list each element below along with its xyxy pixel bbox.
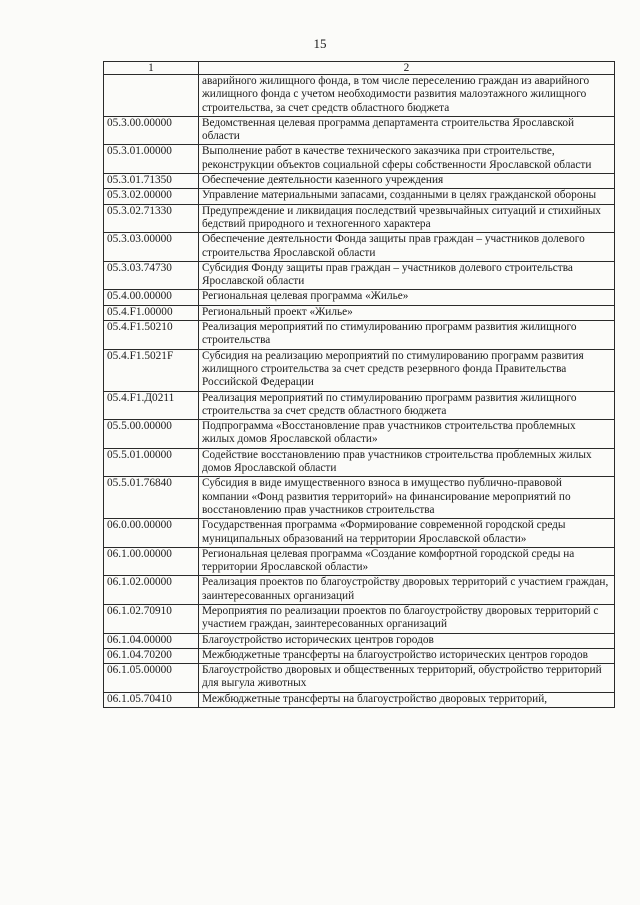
row-code — [104, 75, 199, 117]
row-code: 05.3.03.74730 — [104, 261, 199, 290]
row-code: 06.1.02.70910 — [104, 604, 199, 633]
row-code: 05.3.02.71330 — [104, 204, 199, 233]
table-row — [104, 633, 615, 648]
table-row — [104, 261, 615, 290]
row-description: Благоустройство исторических центров городов — [199, 633, 615, 648]
row-description: Субсидия в виде имущественного взноса в имущество публично-правовой компании «Фонд развития территорий» на финансирование мероприятий по восстановлению прав участников строительства — [199, 477, 615, 519]
row-description: Выполнение работ в качестве технического заказчика при строительстве, реконструкции объектов социальной сферы собственности Ярославской области — [199, 145, 615, 174]
row-description: Региональный проект «Жилье» — [199, 305, 615, 320]
table-row — [104, 290, 615, 305]
row-description: Ведомственная целевая программа департамента строительства Ярославской области — [199, 116, 615, 145]
row-code: 05.5.01.00000 — [104, 448, 199, 477]
row-code: 06.0.00.00000 — [104, 519, 199, 548]
table-row — [104, 116, 615, 145]
row-description: Межбюджетные трансферты на благоустройство дворовых территорий, — [199, 692, 615, 707]
classification-table — [103, 61, 615, 708]
row-description: Содействие восстановлению прав участников строительства проблемных жилых домов Ярославской области — [199, 448, 615, 477]
row-description: аварийного жилищного фонда, в том числе переселению граждан из аварийного жилищного фонда с учетом необходимости развития малоэтажного жилищного строительства, за счет средств областного бюджета — [199, 75, 615, 117]
row-code: 05.3.00.00000 — [104, 116, 199, 145]
table-row — [104, 349, 615, 391]
row-code: 05.4.F1.50210 — [104, 321, 199, 350]
row-code: 05.3.03.00000 — [104, 233, 199, 262]
table-row — [104, 692, 615, 707]
row-description: Благоустройство дворовых и общественных территорий, обустройство территорий для выгула животных — [199, 664, 615, 693]
table-row — [104, 648, 615, 663]
row-code: 06.1.05.70410 — [104, 692, 199, 707]
row-code: 06.1.00.00000 — [104, 547, 199, 576]
row-code: 05.3.01.00000 — [104, 145, 199, 174]
row-code: 05.3.01.71350 — [104, 174, 199, 189]
row-description: Обеспечение деятельности казенного учреждения — [199, 174, 615, 189]
row-code: 05.5.01.76840 — [104, 477, 199, 519]
row-code: 05.4.F1.Д0211 — [104, 391, 199, 420]
table-row — [104, 189, 615, 204]
table-header-row — [104, 62, 615, 75]
row-code: 05.3.02.00000 — [104, 189, 199, 204]
row-description: Управление материальными запасами, созданными в целях гражданской обороны — [199, 189, 615, 204]
row-code: 06.1.05.00000 — [104, 664, 199, 693]
row-description: Региональная целевая программа «Создание комфортной городской среды на территории Ярославской области» — [199, 547, 615, 576]
table-row — [104, 174, 615, 189]
table-row — [104, 391, 615, 420]
row-description: Реализация мероприятий по стимулированию программ развития жилищного строительства — [199, 321, 615, 350]
table-row — [104, 145, 615, 174]
table-row — [104, 664, 615, 693]
row-description: Субсидия Фонду защиты прав граждан – участников долевого строительства Ярославской области — [199, 261, 615, 290]
table-row — [104, 448, 615, 477]
row-description: Региональная целевая программа «Жилье» — [199, 290, 615, 305]
table-row — [104, 519, 615, 548]
row-description: Обеспечение деятельности Фонда защиты прав граждан – участников долевого строительства Ярославской области — [199, 233, 615, 262]
row-code: 06.1.04.70200 — [104, 648, 199, 663]
table-row — [104, 321, 615, 350]
table-row — [104, 233, 615, 262]
row-description: Реализация мероприятий по стимулированию программ развития жилищного строительства за счет средств областного бюджета — [199, 391, 615, 420]
page-number: 15 — [313, 36, 327, 51]
column-header-name: 2 — [199, 62, 615, 75]
row-description: Предупреждение и ликвидация последствий чрезвычайных ситуаций и стихийных бедствий природного и техногенного характера — [199, 204, 615, 233]
table-row — [104, 204, 615, 233]
row-description: Подпрограмма «Восстановление прав участников строительства проблемных жилых домов Ярославской области» — [199, 420, 615, 449]
table-row — [104, 604, 615, 633]
table-row — [104, 576, 615, 605]
row-description: Субсидия на реализацию мероприятий по стимулированию программ развития жилищного строительства за счет средств резервного фонда Правительства Российской Федерации — [199, 349, 615, 391]
row-description: Мероприятия по реализации проектов по благоустройству дворовых территорий с участием граждан, заинтересованных организаций — [199, 604, 615, 633]
column-header-code: 1 — [104, 62, 199, 75]
row-description: Межбюджетные трансферты на благоустройство исторических центров городов — [199, 648, 615, 663]
row-description: Реализация проектов по благоустройству дворовых территорий с участием граждан, заинтересованных организаций — [199, 576, 615, 605]
row-code: 05.4.F1.00000 — [104, 305, 199, 320]
row-code: 06.1.04.00000 — [104, 633, 199, 648]
table-row — [104, 305, 615, 320]
row-code: 05.4.00.00000 — [104, 290, 199, 305]
table-row — [104, 547, 615, 576]
table-row — [104, 75, 615, 117]
row-code: 05.5.00.00000 — [104, 420, 199, 449]
row-code: 06.1.02.00000 — [104, 576, 199, 605]
row-description: Государственная программа «Формирование современной городской среды муниципальных образований на территории Ярославской области» — [199, 519, 615, 548]
row-code: 05.4.F1.5021F — [104, 349, 199, 391]
table-row — [104, 420, 615, 449]
table-row — [104, 477, 615, 519]
